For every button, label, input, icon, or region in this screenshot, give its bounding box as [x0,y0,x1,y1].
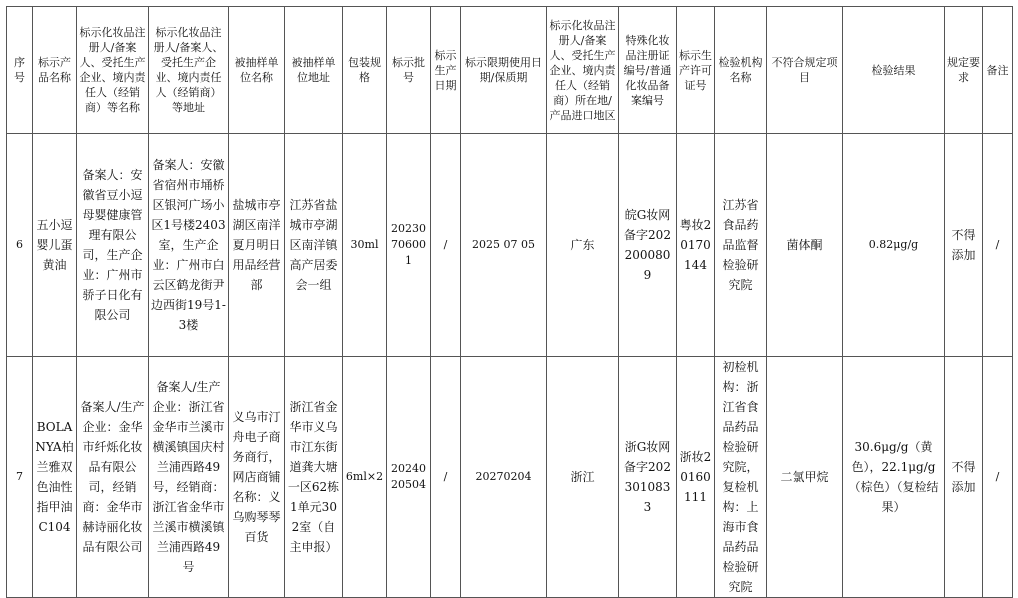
inspection-table [6,6,1013,598]
cell-license: 粤妆20170144 [677,134,715,357]
header-seq: 序号 [7,7,33,134]
header-failed-item: 不符合规定项目 [767,7,843,134]
cell-region: 广东 [547,134,619,357]
header-expiry: 标示限期使用日期/保质期 [461,7,547,134]
cell-requirement: 不得添加 [945,357,983,598]
cell-record-no: 浙G妆网备字2023010833 [619,357,677,598]
header-result: 检验结果 [843,7,945,134]
cell-expiry: 2025 07 05 [461,134,547,357]
header-sampled-unit: 被抽样单位名称 [229,7,285,134]
header-lab: 检验机构名称 [715,7,767,134]
header-region: 标示化妆品注册人/备案人、受托生产企业、境内责任人（经销商）所在地/产品进口地区 [547,7,619,134]
cell-package: 6ml×2 [343,357,387,598]
cell-batch: 2024020504 [387,357,431,598]
cell-sampled-unit: 义乌市汀舟电子商务商行，网店商铺名称：义乌购琴琴百货 [229,357,285,598]
cell-failed-item: 菌体酮 [767,134,843,357]
header-requirement: 规定要求 [945,7,983,134]
cell-result: 0.82μg/g [843,134,945,357]
cell-product: BOLANYA柏兰雅双色油性指甲油C104 [33,357,77,598]
header-sampled-address: 被抽样单位地址 [285,7,343,134]
cell-company: 备案人：安徽省豆小逗母婴健康管理有限公司，生产企业：广州市骄子日化有限公司 [77,134,149,357]
cell-package: 30ml [343,134,387,357]
header-company-name: 标示化妆品注册人/备案人、受托生产企业、境内责任人（经销商）等名称 [77,7,149,134]
cell-production-date: / [431,357,461,598]
cell-note: / [983,357,1013,598]
cell-region: 浙江 [547,357,619,598]
cell-address: 备案人：安徽省宿州市埇桥区银河广场小区1号楼2403室，生产企业：广州市白云区鹤龙街尹边西街19号1-3楼 [149,134,229,357]
cell-expiry: 20270204 [461,357,547,598]
cell-sampled-address: 浙江省金华市义乌市江东街道龚大塘一区62栋1单元302室（自主申报） [285,357,343,598]
cell-sampled-address: 江苏省盐城市亭湖区南洋镇高产居委会一组 [285,134,343,357]
header-record-no: 特殊化妆品注册证编号/普通化妆品备案编号 [619,7,677,134]
header-note: 备注 [983,7,1013,134]
header-row [7,7,1013,134]
cell-product: 五小逗婴儿蛋黄油 [33,134,77,357]
cell-record-no: 皖G妆网备字2022000809 [619,134,677,357]
cell-batch: 20230706001 [387,134,431,357]
cell-sampled-unit: 盐城市亭湖区南洋夏月明日用品经营部 [229,134,285,357]
header-package: 包装规格 [343,7,387,134]
header-license: 标示生产许可证号 [677,7,715,134]
table-row [7,357,1013,598]
cell-license: 浙妆20160111 [677,357,715,598]
table-row [7,134,1013,357]
header-company-address: 标示化妆品注册人/备案人、受托生产企业、境内责任人（经销商）等地址 [149,7,229,134]
header-product-name: 标示产品名称 [33,7,77,134]
cell-address: 备案人/生产企业：浙江省金华市兰溪市横溪镇国庆村兰浦西路49号，经销商：浙江省金华市兰溪市横溪镇兰浦西路49号 [149,357,229,598]
cell-failed-item: 二氯甲烷 [767,357,843,598]
cell-seq: 6 [7,134,33,357]
header-production-date: 标示生产日期 [431,7,461,134]
header-batch: 标示批号 [387,7,431,134]
cell-requirement: 不得添加 [945,134,983,357]
cell-production-date: / [431,134,461,357]
cell-note: / [983,134,1013,357]
cell-lab: 江苏省食品药品监督检验研究院 [715,134,767,357]
cell-seq: 7 [7,357,33,598]
cell-result: 30.6μg/g（黄色），22.1μg/g（棕色）（复检结果） [843,357,945,598]
cell-company: 备案人/生产企业：金华市纤烁化妆品有限公司，经销商：金华市赫诗丽化妆品有限公司 [77,357,149,598]
cell-lab: 初检机构：浙江省食品药品检验研究院，复检机构：上海市食品药品检验研究院 [715,357,767,598]
